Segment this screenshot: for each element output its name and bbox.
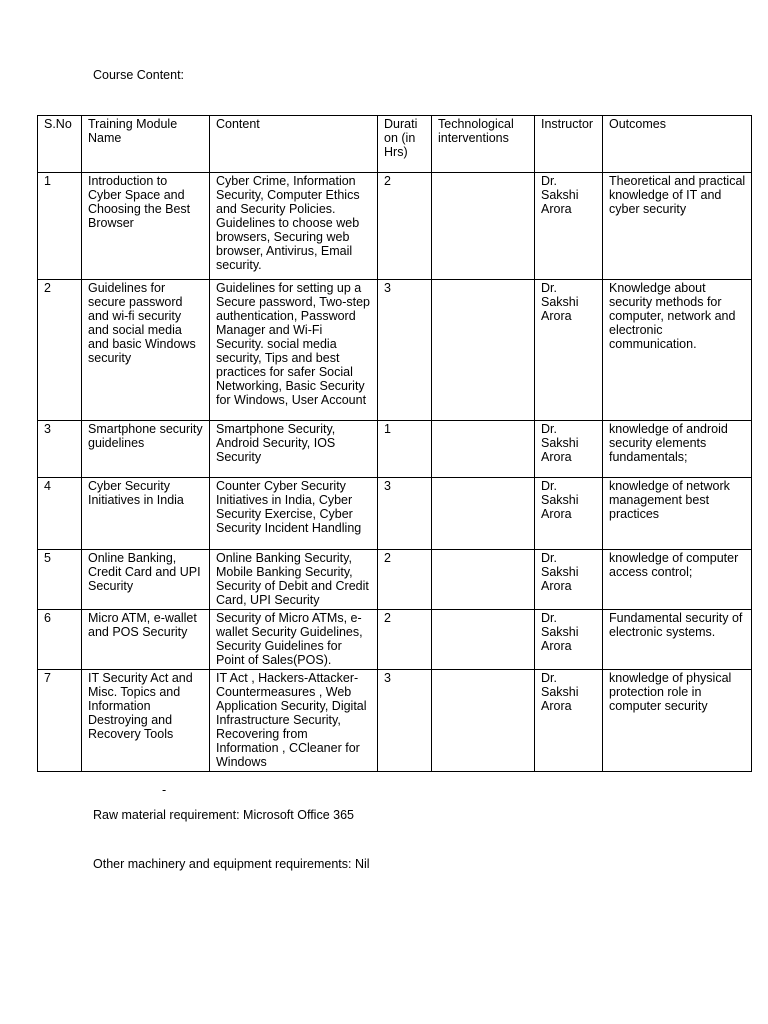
cell-tech [432,421,535,478]
table-row [38,610,752,670]
cell-module: IT Security Act and Misc. Topics and Information Destroying and Recovery Tools [82,670,210,772]
cell-outcomes: knowledge of network management best practices [603,478,752,550]
cell-module: Micro ATM, e-wallet and POS Security [82,610,210,670]
cell-outcomes: knowledge of android security elements fundamentals; [603,421,752,478]
raw-material-requirement: Raw material requirement: Microsoft Office 365 [93,808,354,822]
cell-sno: 6 [38,610,82,670]
cell-instructor: Dr. Sakshi Arora [535,478,603,550]
cell-sno: 2 [38,280,82,421]
header-module: Training Module Name [82,116,210,173]
cell-content: Smartphone Security, Android Security, IOS Security [210,421,378,478]
cell-duration: 3 [378,280,432,421]
cell-sno: 4 [38,478,82,550]
header-duration: Durati on (in Hrs) [378,116,432,173]
cell-outcomes: knowledge of computer access control; [603,550,752,610]
cell-tech [432,280,535,421]
table-header-row [38,116,752,173]
table-row [38,421,752,478]
cell-outcomes: Theoretical and practical knowledge of IT and cyber security [603,173,752,280]
cell-content: Guidelines for setting up a Secure password, Two-step authentication, Password Manager and Wi-Fi Security. social media security, Tips and best practices for safer Social Networking, Basic Security for Windows, User Account [210,280,378,421]
cell-instructor: Dr. Sakshi Arora [535,280,603,421]
cell-content: Security of Micro ATMs, e-wallet Security Guidelines, Security Guidelines for Point of Sales(POS). [210,610,378,670]
cell-tech [432,173,535,280]
cell-module: Guidelines for secure password and wi-fi security and social media and basic Windows security [82,280,210,421]
machinery-requirement: Other machinery and equipment requirements: Nil [93,857,370,871]
cell-outcomes: Knowledge about security methods for computer, network and electronic communication. [603,280,752,421]
cell-instructor: Dr. Sakshi Arora [535,173,603,280]
cell-sno: 1 [38,173,82,280]
cell-sno: 5 [38,550,82,610]
header-outcomes: Outcomes [603,116,752,173]
cell-content: Online Banking Security, Mobile Banking Security, Security of Debit and Credit Card, UPI Security [210,550,378,610]
cell-duration: 3 [378,478,432,550]
header-sno: S.No [38,116,82,173]
header-tech: Technological interventions [432,116,535,173]
stray-dash: - [162,783,167,797]
table-row [38,670,752,772]
cell-module: Online Banking, Credit Card and UPI Security [82,550,210,610]
header-content: Content [210,116,378,173]
cell-tech [432,550,535,610]
table-row [38,280,752,421]
cell-tech [432,610,535,670]
cell-duration: 2 [378,610,432,670]
section-heading: Course Content: [93,68,185,82]
course-content-table [37,115,752,772]
table-row [38,478,752,550]
cell-instructor: Dr. Sakshi Arora [535,610,603,670]
cell-sno: 3 [38,421,82,478]
cell-tech [432,670,535,772]
cell-duration: 2 [378,173,432,280]
cell-tech [432,478,535,550]
table-row [38,550,752,610]
cell-module: Cyber Security Initiatives in India [82,478,210,550]
cell-instructor: Dr. Sakshi Arora [535,421,603,478]
cell-content: IT Act , Hackers-Attacker-Countermeasures , Web Application Security, Digital Infrastructure Security, Recovering from Information , CCleaner for Windows [210,670,378,772]
cell-module: Introduction to Cyber Space and Choosing the Best Browser [82,173,210,280]
cell-sno: 7 [38,670,82,772]
cell-content: Counter Cyber Security Initiatives in India, Cyber Security Exercise, Cyber Security Incident Handling [210,478,378,550]
cell-instructor: Dr. Sakshi Arora [535,550,603,610]
cell-instructor: Dr. Sakshi Arora [535,670,603,772]
cell-outcomes: Fundamental security of electronic systems. [603,610,752,670]
cell-outcomes: knowledge of physical protection role in computer security [603,670,752,772]
table-row [38,173,752,280]
cell-duration: 2 [378,550,432,610]
cell-duration: 3 [378,670,432,772]
header-instructor: Instructor [535,116,603,173]
cell-duration: 1 [378,421,432,478]
cell-module: Smartphone security guidelines [82,421,210,478]
cell-content: Cyber Crime, Information Security, Computer Ethics and Security Policies. Guidelines to choose web browsers, Securing web browser, Antivirus, Email security. [210,173,378,280]
